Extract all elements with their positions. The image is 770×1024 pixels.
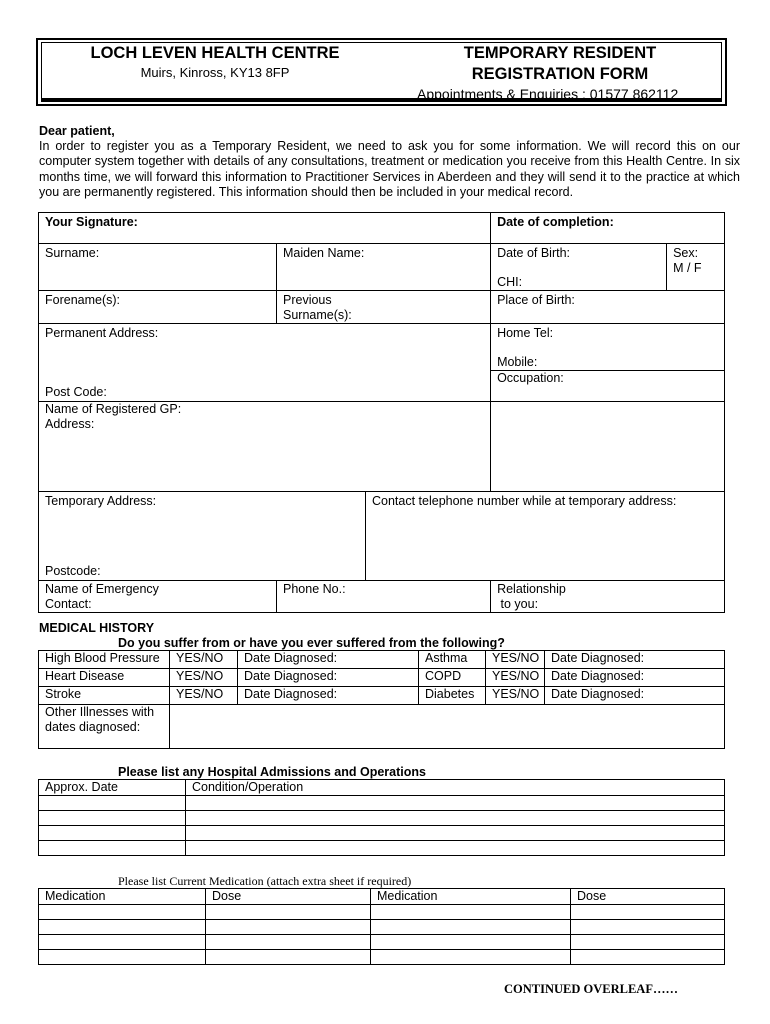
admission-date-cell[interactable]: [39, 841, 186, 856]
medication-cell[interactable]: [39, 920, 206, 935]
other-illnesses-label-cell: [39, 705, 170, 749]
medication-cell[interactable]: [39, 905, 206, 920]
continued-overleaf: CONTINUED OVERLEAF……: [504, 982, 678, 996]
yes-no-label: YES/NO: [492, 687, 540, 701]
condition-operation-label: Condition/Operation: [192, 780, 304, 794]
condition-cell: [39, 687, 170, 705]
phone-no-field[interactable]: [277, 581, 491, 613]
clinic-name: LOCH LEVEN HEALTH CENTRE: [90, 44, 340, 62]
surname-label: Surname:: [45, 246, 100, 260]
date-diagnosed-cell[interactable]: [545, 651, 725, 669]
condition-label: Diabetes: [425, 687, 475, 701]
date-diagnosed-cell[interactable]: [545, 669, 725, 687]
condition-label: COPD: [425, 669, 462, 683]
dose-header: [571, 889, 725, 905]
chi-label: CHI:: [497, 275, 523, 289]
dob-field[interactable]: [491, 244, 667, 291]
yes-no-cell[interactable]: [486, 651, 545, 669]
details-table: [38, 212, 725, 613]
date-diagnosed-label: Date Diagnosed:: [244, 651, 338, 665]
place-of-birth-field[interactable]: [491, 291, 725, 324]
admissions-heading: Please list any Hospital Admissions and Operations: [118, 765, 426, 779]
dose-cell[interactable]: [206, 950, 371, 965]
medication-header: [39, 889, 206, 905]
yes-no-cell[interactable]: [486, 669, 545, 687]
post-code-label: Post Code:: [45, 385, 107, 399]
forename-field[interactable]: [39, 291, 277, 324]
admission-condition-cell[interactable]: [186, 811, 725, 826]
medication-cell[interactable]: [371, 950, 571, 965]
relationship-field[interactable]: [491, 581, 725, 613]
admission-condition-cell[interactable]: [186, 826, 725, 841]
contact-tel-label: Contact telephone number while at temporary address:: [372, 494, 677, 508]
gp-extra-field[interactable]: [491, 402, 725, 492]
previous-surname-field[interactable]: [277, 291, 491, 324]
gp-address-label: Address:: [45, 417, 95, 431]
signature-label: Your Signature:: [45, 215, 138, 229]
condition-label: Stroke: [45, 687, 82, 701]
temporary-address-label: Temporary Address:: [45, 494, 157, 508]
phone-no-label: Phone No.:: [283, 582, 346, 596]
dose-cell[interactable]: [206, 935, 371, 950]
previous-surname-label-2: Surname(s):: [283, 308, 352, 322]
medical-history-question: Do you suffer from or have you ever suffered from the following?: [118, 636, 505, 650]
admission-date-cell[interactable]: [39, 811, 186, 826]
medication-heading: Please list Current Medication (attach extra sheet if required): [118, 874, 412, 888]
greeting: Dear patient,: [39, 124, 115, 138]
yes-no-cell[interactable]: [486, 687, 545, 705]
contact-tel-field[interactable]: [366, 492, 725, 581]
admission-date-cell[interactable]: [39, 796, 186, 811]
maiden-name-field[interactable]: [277, 244, 491, 291]
previous-surname-label-1: Previous: [283, 293, 332, 307]
yes-no-cell[interactable]: [170, 687, 238, 705]
sex-label: Sex:: [673, 246, 699, 260]
mobile-label: Mobile:: [497, 355, 538, 369]
relationship-label-1: Relationship: [497, 582, 566, 596]
forename-label: Forename(s):: [45, 293, 121, 307]
sex-field[interactable]: [667, 244, 725, 291]
dose-cell[interactable]: [571, 905, 725, 920]
medication-table: [38, 888, 725, 965]
phone-field[interactable]: [491, 324, 725, 371]
other-illnesses-field[interactable]: [170, 705, 725, 749]
dob-label: Date of Birth:: [497, 246, 571, 260]
surname-field[interactable]: [39, 244, 277, 291]
approx-date-header: [39, 780, 186, 796]
date-diagnosed-label: Date Diagnosed:: [244, 669, 338, 683]
medical-history-table: [38, 650, 725, 749]
admission-condition-cell[interactable]: [186, 796, 725, 811]
dose-cell[interactable]: [206, 905, 371, 920]
date-diagnosed-cell[interactable]: [238, 669, 419, 687]
date-diagnosed-label: Date Diagnosed:: [551, 687, 645, 701]
date-completion-field[interactable]: [491, 213, 725, 244]
dose-col-label: Dose: [212, 889, 242, 903]
postcode-label: Postcode:: [45, 564, 101, 578]
condition-label: High Blood Pressure: [45, 651, 160, 665]
medication-cell[interactable]: [371, 905, 571, 920]
date-diagnosed-cell[interactable]: [238, 687, 419, 705]
yes-no-label: YES/NO: [176, 651, 224, 665]
permanent-address-field[interactable]: [39, 324, 491, 402]
condition-cell: [419, 687, 486, 705]
occupation-label: Occupation:: [497, 371, 564, 385]
medication-cell[interactable]: [371, 920, 571, 935]
dose-cell[interactable]: [206, 920, 371, 935]
admissions-table: [38, 779, 725, 856]
permanent-address-label: Permanent Address:: [45, 326, 159, 340]
medication-header: [371, 889, 571, 905]
dose-col-label: Dose: [577, 889, 607, 903]
dose-cell[interactable]: [571, 920, 725, 935]
registered-gp-label: Name of Registered GP:: [45, 402, 182, 416]
date-completion-label: Date of completion:: [497, 215, 614, 229]
condition-cell: [419, 651, 486, 669]
sex-options: M / F: [673, 261, 702, 275]
form-title-line1: TEMPORARY RESIDENT: [463, 44, 657, 62]
signature-field[interactable]: [39, 213, 491, 244]
yes-no-cell[interactable]: [170, 651, 238, 669]
dose-cell[interactable]: [571, 935, 725, 950]
condition-cell: [419, 669, 486, 687]
emergency-contact-field[interactable]: [39, 581, 277, 613]
medication-col-label: Medication: [45, 889, 106, 903]
yes-no-label: YES/NO: [176, 687, 224, 701]
intro-paragraph: In order to register you as a Temporary Resident, we need to ask you for some information. We will record this on our computer system together with details of any consultations, treatment or medication you receive from this Health Centre. In six months time, we will forward this information to Practitioner Services in Aberdeen and they will send it to the practice at which you are permanently registered. This information should then be included in your medical record.: [39, 139, 740, 199]
admission-date-cell[interactable]: [39, 826, 186, 841]
date-diagnosed-cell[interactable]: [545, 687, 725, 705]
emergency-contact-label-1: Name of Emergency: [45, 582, 159, 596]
maiden-name-label: Maiden Name:: [283, 246, 365, 260]
home-tel-label: Home Tel:: [497, 326, 554, 340]
registered-gp-field[interactable]: [39, 402, 491, 492]
other-illnesses-label-2: dates diagnosed:: [45, 720, 141, 734]
other-illnesses-label-1: Other Illnesses with: [45, 705, 155, 719]
date-diagnosed-label: Date Diagnosed:: [551, 651, 645, 665]
dose-header: [206, 889, 371, 905]
medication-cell[interactable]: [371, 935, 571, 950]
medication-cell[interactable]: [39, 950, 206, 965]
medication-cell[interactable]: [39, 935, 206, 950]
medication-col-label: Medication: [377, 889, 438, 903]
form-title-line2: REGISTRATION FORM: [471, 65, 649, 83]
condition-cell: [39, 651, 170, 669]
emergency-contact-label-2: Contact:: [45, 597, 92, 611]
yes-no-label: YES/NO: [492, 669, 540, 683]
clinic-address: Muirs, Kinross, KY13 8FP: [140, 65, 290, 80]
condition-cell: [39, 669, 170, 687]
date-diagnosed-label: Date Diagnosed:: [551, 669, 645, 683]
approx-date-label: Approx. Date: [45, 780, 118, 794]
yes-no-label: YES/NO: [176, 669, 224, 683]
place-of-birth-label: Place of Birth:: [497, 293, 575, 307]
date-diagnosed-label: Date Diagnosed:: [244, 687, 338, 701]
condition-label: Asthma: [425, 651, 468, 665]
yes-no-label: YES/NO: [492, 651, 540, 665]
date-diagnosed-cell[interactable]: [238, 651, 419, 669]
occupation-field[interactable]: [491, 371, 725, 402]
admission-condition-cell[interactable]: [186, 841, 725, 856]
condition-label: Heart Disease: [45, 669, 125, 683]
relationship-label-2: to you:: [497, 597, 539, 611]
contact-line: Appointments & Enquiries : 01577 862112: [417, 86, 679, 102]
medical-history-heading: MEDICAL HISTORY: [39, 621, 155, 635]
condition-operation-header: [186, 780, 725, 796]
dose-cell[interactable]: [571, 950, 725, 965]
yes-no-cell[interactable]: [170, 669, 238, 687]
temporary-address-field[interactable]: [39, 492, 366, 581]
